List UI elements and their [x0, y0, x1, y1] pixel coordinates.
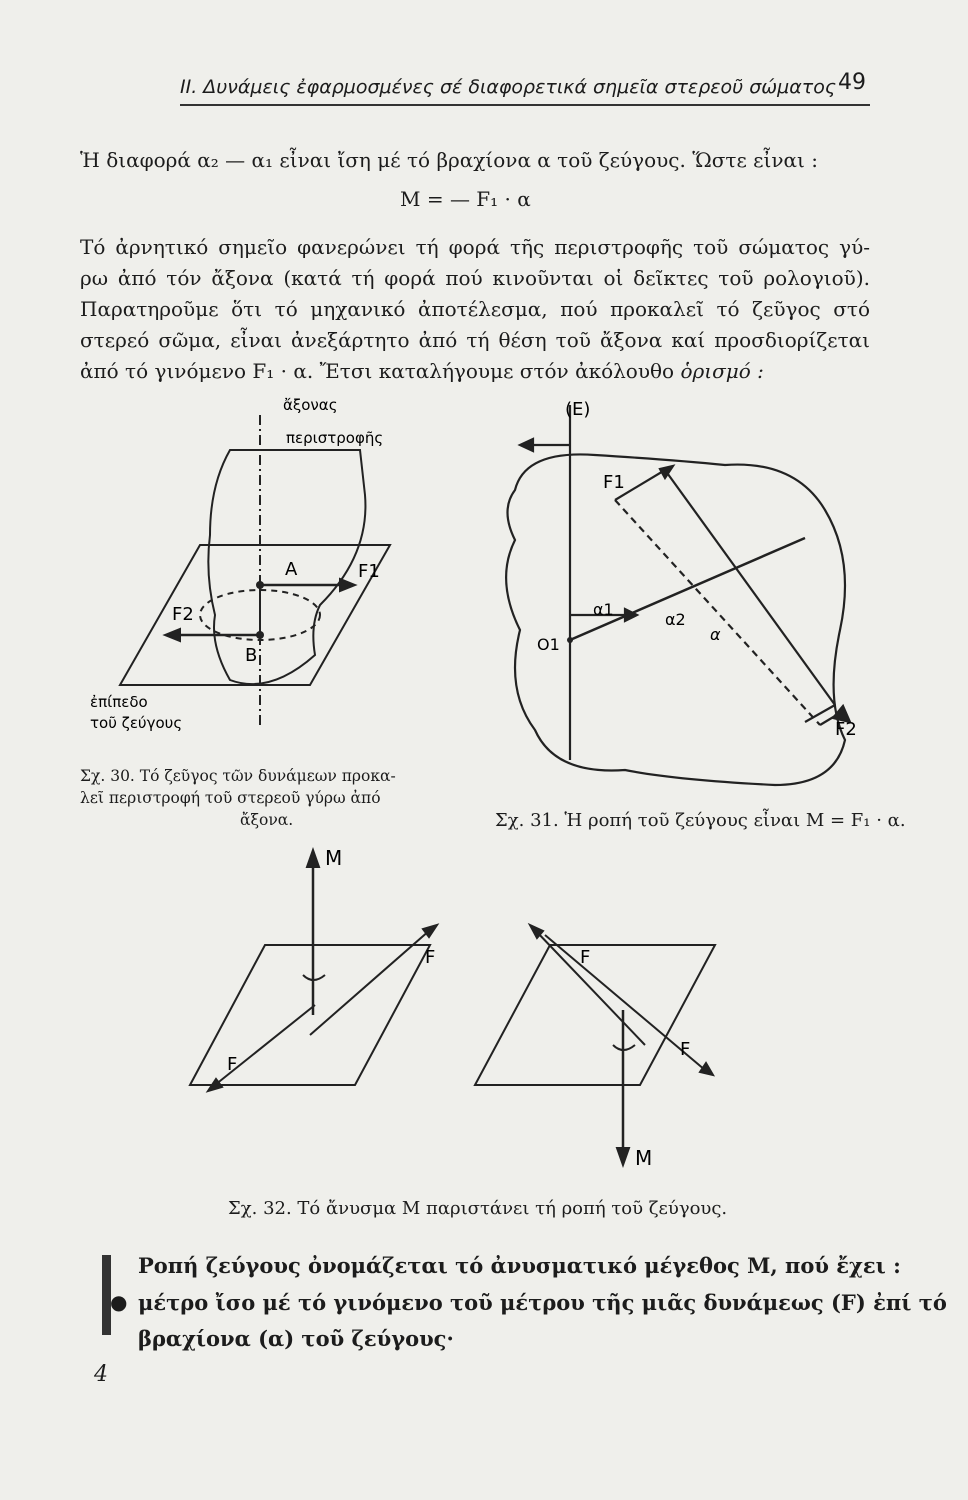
fig31-label-F2: F2: [835, 719, 857, 740]
moment-formula: M = — F₁ · α: [400, 187, 531, 211]
caption-line: ἄξονα.: [240, 811, 294, 829]
intro-line: [80, 145, 870, 176]
fig32-label-F-left-bottom: F: [227, 1054, 238, 1075]
paragraph-line: ρω ἀπό τόν ἄξονα (κατά τή φορά πού κινοῦνται οἱ δεῖκτες τοῦ ρολογιοῦ).: [80, 266, 870, 290]
fig31-label-a1: α1: [593, 600, 614, 619]
header-title: II. Δυνάμεις ἐφαρμοσμένες σέ διαφορετικά σημεῖα στερεοῦ σώματος: [180, 76, 836, 98]
fig31-label-F1: F1: [603, 472, 625, 493]
fig30-label-F1: F1: [358, 561, 380, 582]
paragraph-line: Τό ἀρνητικό σημεῖο φανερώνει τή φορά τῆς περιστροφῆς τοῦ σώματος γύ-: [80, 235, 870, 259]
fig31-label-a2: α2: [665, 610, 686, 629]
paragraph-line: στερεό σῶμα, εἶναι ἀνεξάρτητο ἀπό τή θέση τοῦ ἄξονα καί προσδιορίζεται: [80, 328, 870, 352]
definition-line-2: μέτρο ἴσο μέ τό γινόμενο τοῦ μέτρου τῆς μιᾶς δυνάμεως (F) ἐπί τό: [138, 1290, 947, 1315]
fig31-label-O: O1: [537, 635, 560, 654]
fig32-label-F-right-bottom: F: [680, 1039, 691, 1060]
paragraph-last-line: [80, 356, 870, 387]
definition-line-3: βραχίονα (α) τοῦ ζεύγους·: [138, 1326, 454, 1351]
fig30-axis-label-2: περιστροφῆς: [286, 429, 384, 447]
last-line-text: ἀπό τό γινόμενο F₁ · α. Ἔτσι καταλήγουμε στόν ἀκόλουθο: [80, 359, 675, 383]
bullet-icon: ●: [110, 1290, 128, 1314]
main-paragraph: [80, 232, 870, 387]
fig32-label-M-bottom: M: [635, 1146, 653, 1170]
fig30-caption: [80, 765, 396, 831]
fig30-label-A: A: [285, 559, 298, 580]
fig32-label-F-left-top: F: [425, 947, 436, 968]
footer-number: 4: [94, 1362, 108, 1387]
caption-line: λεῖ περιστροφή τοῦ στερεοῦ γύρω ἀπό: [80, 789, 381, 807]
running-header: [180, 70, 870, 106]
fig30-label-B: B: [245, 645, 258, 666]
definition-word: ὁρισμό :: [680, 359, 764, 383]
fig30-plane-label-2: τοῦ ζεύγους: [90, 714, 183, 732]
fig31-label-a: α: [710, 625, 721, 644]
paragraph-line: Παρατηροῦμε ὅτι τό μηχανικό ἀποτέλεσμα, πού προκαλεῖ τό ζεῦγος στό: [80, 297, 870, 321]
fig32-label-F-right-top: F: [580, 947, 591, 968]
fig30-axis-label-1: ἄξονας: [283, 396, 338, 414]
figure-31: [475, 400, 880, 805]
fig30-plane-label-1: ἐπίπεδο: [90, 693, 148, 711]
caption-line: Σχ. 30. Τό ζεῦγος τῶν δυνάμεων προκα-: [80, 767, 396, 785]
figure-32: [175, 835, 730, 1195]
page-number: 49: [838, 70, 866, 95]
fig30-label-F2: F2: [172, 604, 194, 625]
figure-30: [90, 395, 450, 740]
fig32-caption: Σχ. 32. Τό ἄνυσμα M παριστάνει τή ροπή τοῦ ζεύγους.: [228, 1198, 728, 1219]
fig31-caption: Σχ. 31. Ἡ ροπή τοῦ ζεύγους εἶναι M = F₁ · α.: [495, 810, 906, 831]
fig32-label-M-top: M: [325, 846, 343, 870]
fig31-label-E: (E): [565, 399, 591, 420]
definition-line-1: Ροπή ζεύγους ὀνομάζεται τό ἀνυσματικό μέγεθος M, πού ἔχει :: [138, 1253, 901, 1278]
intro-text: Ἡ διαφορά α₂ — α₁ εἶναι ἴση μέ τό βραχίονα α τοῦ ζεύγους. Ὥστε εἶναι :: [80, 148, 818, 172]
